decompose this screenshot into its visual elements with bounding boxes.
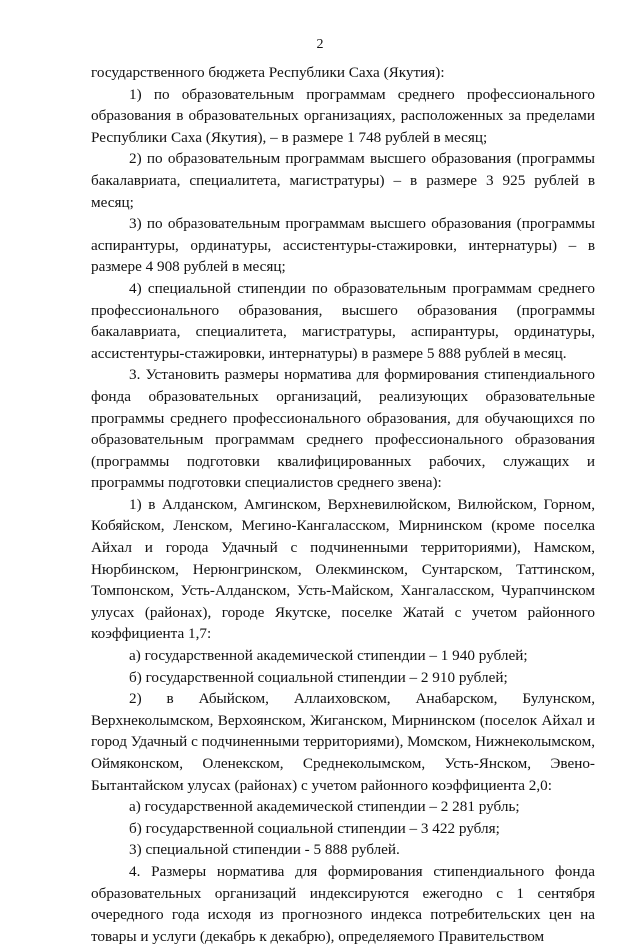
paragraph-section-3-item-2: 2) в Абыйском, Аллаиховском, Анабарском, Булунском, Верхнеколымском, Верхоянском, Жиганском, Мирнинском (поселок Айхал и город Удачный с подчиненными территориями), Момском, Нижнеколымском, Оймяконском, Оленекском, Среднеколымском, Усть-Янском, Эвено-Бытантайском улусах (районах) с учетом районного коэффициента 2,0:	[91, 690, 595, 794]
paragraph-section-3-item-1: 1) в Алданском, Амгинском, Верхневилюйском, Вилюйском, Горном, Кобяйском, Ленском, Мегино-Кангаласском, Мирнинском (кроме поселка Айхал и города Удачный с подчиненными территориями), Намском, Нюрбинском, Нерюнгринском, Олекминском, Сунтарском, Таттинском, Томпонском, Усть-Алданском, Усть-Майском, Хангаласском, Чурапчинском улусах (районах), городе Якутске, поселке Жатай с учетом районного коэффициента 1,7:	[91, 495, 595, 643]
paragraph-section-4: 4. Размеры норматива для формирования стипендиального фонда образовательных организаций индексируются ежегодно с 1 сентября очередного года исходя из прогнозного индекса потребительских цен на товары и услуги (декабрь к декабрю), определяемого Правительством	[91, 862, 595, 945]
paragraph-section-3-item-2-a: а) государственной академической стипендии – 2 281 рубль;	[129, 798, 520, 816]
paragraph-item-4-special-stipend: 4) специальной стипендии по образовательным программам среднего профессионального образования, высшего образования (программы бакалавриата, специалитета, магистратуры, аспирантуры, ординатуры, ассистентуры-стажировки, интернатуры) в размере 5 888 рублей в месяц.	[91, 279, 595, 362]
document-body	[91, 62, 595, 947]
paragraph-section-3-item-1-b: б) государственной социальной стипендии – 2 910 рублей;	[129, 668, 508, 686]
paragraph-section-3-item-2-b: б) государственной социальной стипендии – 3 422 рубля;	[129, 819, 500, 837]
paragraph-section-3: 3. Установить размеры норматива для формирования стипендиального фонда образовательных организаций, реализующих образовательные программы среднего профессионального образования, для обучающихся по образовательным программам среднего профессионального образования (программы подготовки квалифицированных рабочих, служащих и программы подготовки специалистов среднего звена):	[91, 366, 595, 492]
paragraph-item-2-higher-bachelor: 2) по образовательным программам высшего образования (программы бакалавриата, специалитета, магистратуры) – в размере 3 925 рублей в месяц;	[91, 150, 595, 211]
paragraph-item-1-spo-outside: 1) по образовательным программам среднего профессионального образования в образовательных организациях, расположенных за пределами Республики Саха (Якутия), – в размере 1 748 рублей в месяц;	[91, 85, 595, 146]
paragraph-section-3-item-1-a: а) государственной академической стипендии – 1 940 рублей;	[129, 647, 528, 665]
paragraph-item-3-higher-postgrad: 3) по образовательным программам высшего образования (программы аспирантуры, ординатуры, ассистентуры-стажировки, интернатуры) – в размере 4 908 рублей в месяц;	[91, 215, 595, 276]
paragraph-section-3-item-3: 3) специальной стипендии - 5 888 рублей.	[129, 841, 400, 859]
paragraph-continuation: государственного бюджета Республики Саха (Якутия):	[91, 64, 445, 81]
page-number: 2	[316, 37, 324, 52]
